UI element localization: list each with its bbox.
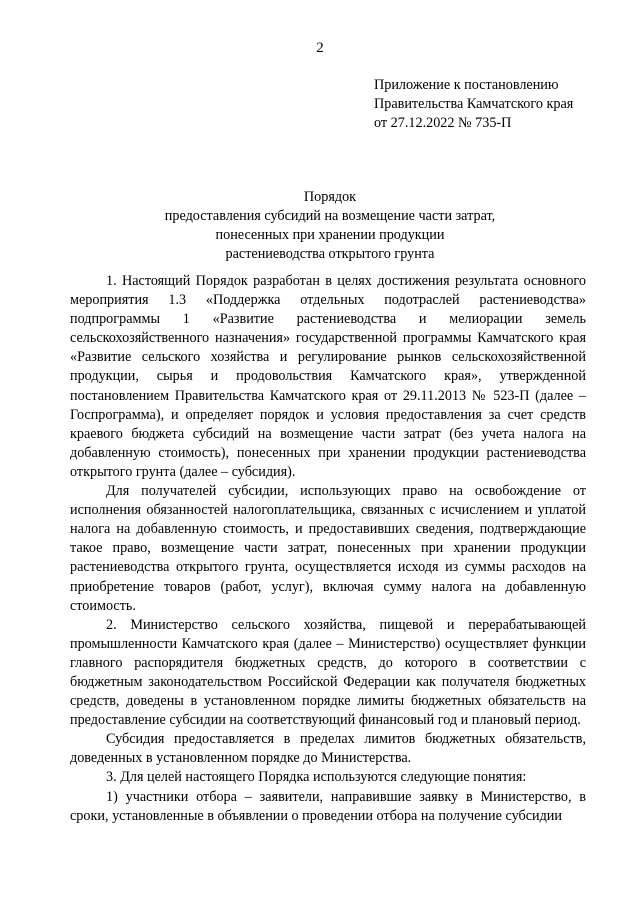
appendix-header (374, 76, 614, 133)
paragraph: Для получателей субсидии, использующих право на освобождение от исполнения обязанностей налогоплательщика, связанных с исчислением и уплатой налога на добавленную стоимость, и предоставивших сведения, подтверждающие такое право, возмещение части затрат, понесенных при хранении продукции растениеводства открытого грунта, осуществляется исходя из суммы расходов на приобретение товаров (работ, услуг), включая сумму налога на добавленную стоимость. (70, 483, 586, 614)
page-number: 2 (316, 40, 324, 56)
document-body (70, 272, 586, 826)
paragraph: 3. Для целей настоящего Порядка используются следующие понятия: (106, 769, 527, 786)
paragraph: 1. Настоящий Порядок разработан в целях достижения результата основного мероприятия 1.3 «Поддержка отдельных подотраслей растениеводства» подпрограммы 1 «Развитие растениеводства и мелиорации земель сельскохозяйственного назначения» государственной программы Камчатского края «Развитие сельского хозяйства и регулирование рынков сельскохозяйственной продукции, сырья и продовольствия Камчатского края», утвержденной постановлением Правительства Камчатского края от 29.11.2013 № 523-П (далее – Госпрограмма), и определяет порядок и условия предоставления за счет средств краевого бюджета субсидий на возмещение части затрат (без учета налога на добавленную стоимость), понесенных при хранении продукции растениеводства открытого грунта (далее – субсидия). (70, 273, 586, 480)
title-line: понесенных при хранении продукции (215, 227, 445, 243)
appendix-line: от 27.12.2022 № 735-П (374, 115, 512, 131)
title-line: Порядок (303, 189, 357, 205)
title-line: растениеводства открытого грунта (225, 246, 435, 262)
paragraph: Субсидия предоставляется в пределах лимитов бюджетных обязательств, доведенных в установленном порядке до Министерства. (70, 731, 586, 767)
title-line: предоставления субсидий на возмещение части затрат, (164, 208, 496, 224)
paragraph: 1) участники отбора – заявители, направившие заявку в Министерство, в сроки, установленные в объявлении о проведении отбора на получение субсидии (70, 788, 586, 824)
paragraph: 2. Министерство сельского хозяйства, пищевой и перерабатывающей промышленности Камчатского края (далее – Министерство) осуществляет функции главного распорядителя бюджетных средств, до которого в соответствии с бюджетным законодательством Российской Федерации как получателя бюджетных средств, доведены в установленном порядке лимиты бюджетных обязательств на предоставление субсидии на соответствующий финансовый год и плановый период. (70, 616, 586, 729)
document-title (70, 188, 590, 264)
appendix-line: Приложение к постановлению (374, 77, 559, 93)
appendix-line: Правительства Камчатского края (374, 96, 574, 112)
